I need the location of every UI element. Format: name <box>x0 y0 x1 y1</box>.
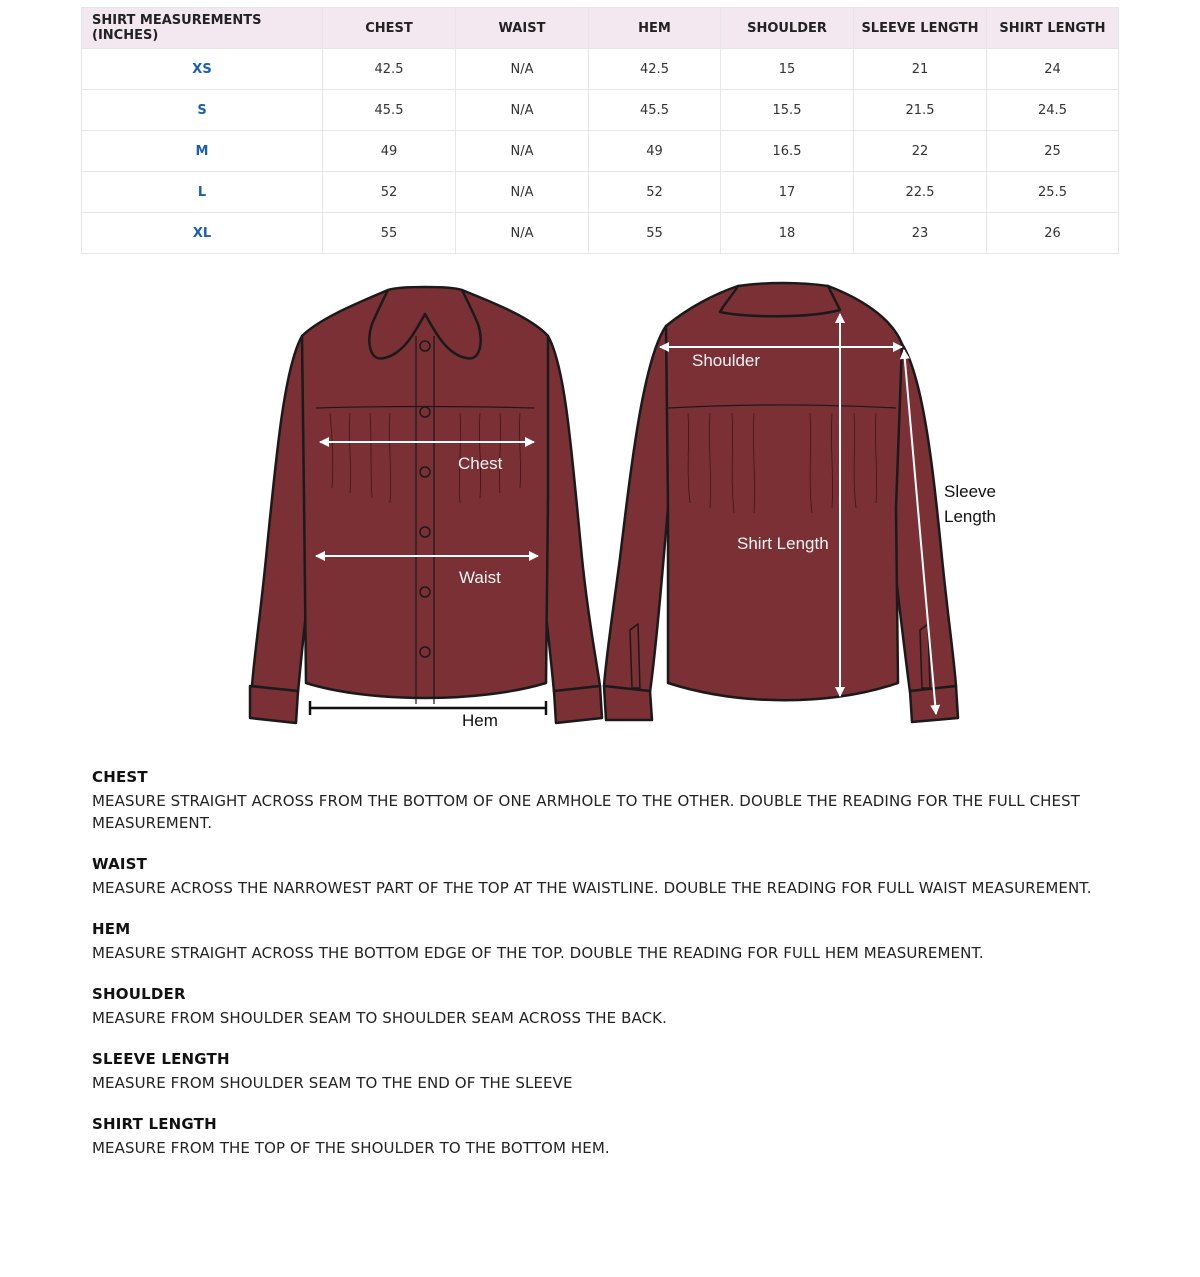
table-cell: 15.5 <box>721 90 854 131</box>
guide-item-hem <box>92 920 1102 964</box>
shirt-front-icon <box>250 287 602 723</box>
guide-title: WAIST <box>92 855 148 873</box>
shoulder-label: Shoulder <box>692 351 761 370</box>
size-cell: L <box>82 172 323 213</box>
sleeve-length-label-line1: Sleeve <box>944 482 996 501</box>
guide-text: MEASURE ACROSS THE NARROWEST PART OF THE TOP AT THE WAISTLINE. DOUBLE THE READING FOR FULL WAIST MEASUREMENT. <box>92 879 1092 897</box>
table-cell: 24.5 <box>987 90 1119 131</box>
table-cell: N/A <box>456 131 589 172</box>
table-cell: 18 <box>721 213 854 254</box>
guide-text: MEASURE FROM SHOULDER SEAM TO THE END OF THE SLEEVE <box>92 1074 573 1092</box>
table-cell: 49 <box>589 131 721 172</box>
table-cell: 55 <box>589 213 721 254</box>
column-header: SLEEVE LENGTH <box>854 8 987 49</box>
waist-label: Waist <box>459 568 501 587</box>
measurement-guide <box>92 768 1102 1180</box>
chest-label: Chest <box>458 454 503 473</box>
table-cell: 52 <box>323 172 456 213</box>
table-cell: 26 <box>987 213 1119 254</box>
table-cell: 21.5 <box>854 90 987 131</box>
column-header: WAIST <box>456 8 589 49</box>
table-cell: 45.5 <box>589 90 721 131</box>
size-cell: XS <box>82 49 323 90</box>
table-cell: 24 <box>987 49 1119 90</box>
guide-title: SHIRT LENGTH <box>92 1115 217 1133</box>
table-cell: 45.5 <box>323 90 456 131</box>
column-header: SHIRT MEASUREMENTS (INCHES) <box>82 8 323 49</box>
table-header-row <box>82 8 1119 49</box>
guide-item-waist <box>92 855 1102 899</box>
guide-text: MEASURE FROM THE TOP OF THE SHOULDER TO THE BOTTOM HEM. <box>92 1139 610 1157</box>
table-cell: 52 <box>589 172 721 213</box>
table-row <box>82 172 1119 213</box>
table-cell: 16.5 <box>721 131 854 172</box>
column-header: HEM <box>589 8 721 49</box>
shirt-illustration <box>220 258 996 758</box>
guide-item-shirt-length <box>92 1115 1102 1159</box>
table-cell: 22.5 <box>854 172 987 213</box>
table-cell: N/A <box>456 90 589 131</box>
guide-title: HEM <box>92 920 131 938</box>
size-cell: M <box>82 131 323 172</box>
column-header: CHEST <box>323 8 456 49</box>
table-cell: 23 <box>854 213 987 254</box>
table-cell: N/A <box>456 213 589 254</box>
guide-title: SLEEVE LENGTH <box>92 1050 230 1068</box>
shirt-back-icon <box>604 283 958 722</box>
table-cell: 42.5 <box>589 49 721 90</box>
column-header: SHOULDER <box>721 8 854 49</box>
table-cell: N/A <box>456 172 589 213</box>
guide-item-shoulder <box>92 985 1102 1029</box>
size-cell: XL <box>82 213 323 254</box>
table-cell: N/A <box>456 49 589 90</box>
shirt-length-label: Shirt Length <box>737 534 829 553</box>
guide-title: SHOULDER <box>92 985 186 1003</box>
hem-label: Hem <box>462 711 498 730</box>
table-cell: 25 <box>987 131 1119 172</box>
table-cell: 21 <box>854 49 987 90</box>
table-cell: 17 <box>721 172 854 213</box>
sleeve-length-label-line2: Length <box>944 507 996 526</box>
guide-text: MEASURE FROM SHOULDER SEAM TO SHOULDER SEAM ACROSS THE BACK. <box>92 1009 667 1027</box>
table-row <box>82 49 1119 90</box>
table-cell: 15 <box>721 49 854 90</box>
column-header: SHIRT LENGTH <box>987 8 1119 49</box>
table-row <box>82 131 1119 172</box>
guide-item-sleeve-length <box>92 1050 1102 1094</box>
measurement-diagram <box>220 258 996 758</box>
table-cell: 22 <box>854 131 987 172</box>
table-row <box>82 213 1119 254</box>
table-cell: 49 <box>323 131 456 172</box>
size-cell: S <box>82 90 323 131</box>
size-chart-table <box>81 7 1119 254</box>
guide-item-chest <box>92 768 1102 834</box>
guide-text: MEASURE STRAIGHT ACROSS THE BOTTOM EDGE OF THE TOP. DOUBLE THE READING FOR FULL HEM MEASUREMENT. <box>92 944 984 962</box>
table-cell: 42.5 <box>323 49 456 90</box>
hem-measure <box>310 701 546 715</box>
guide-title: CHEST <box>92 768 148 786</box>
table-cell: 25.5 <box>987 172 1119 213</box>
guide-text: MEASURE STRAIGHT ACROSS FROM THE BOTTOM OF ONE ARMHOLE TO THE OTHER. DOUBLE THE READING FOR THE FULL CHEST MEASUREMENT. <box>92 792 1080 832</box>
table-cell: 55 <box>323 213 456 254</box>
table-row <box>82 90 1119 131</box>
